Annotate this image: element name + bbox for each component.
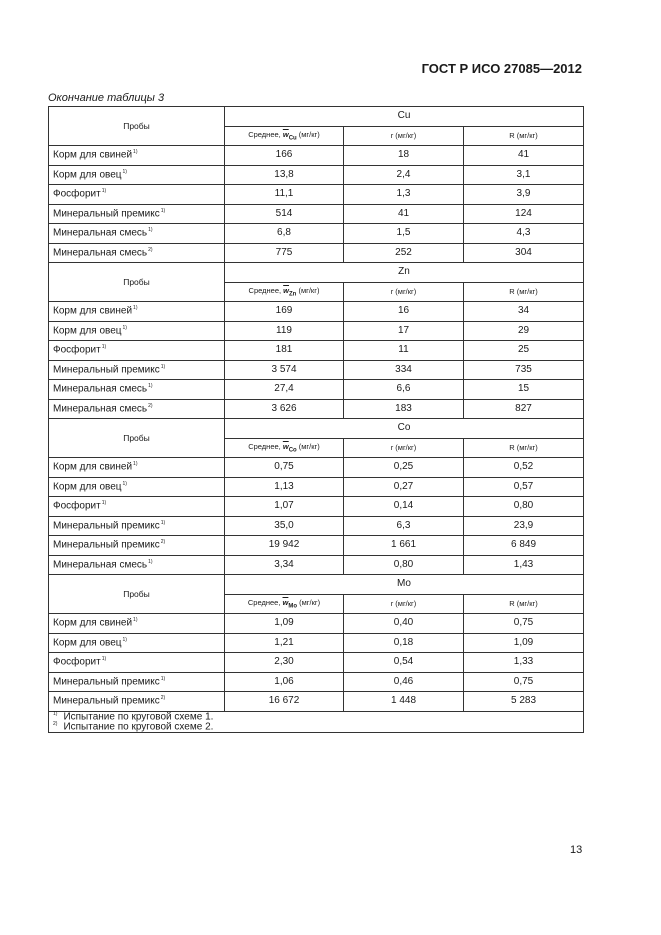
section-header-row (49, 107, 584, 127)
sample-name-cell (49, 380, 225, 400)
mean-value: 119 (225, 321, 344, 341)
mean-label: Среднее, (248, 285, 282, 295)
mean-value: 3,34 (225, 555, 344, 575)
mean-value: 169 (225, 302, 344, 322)
mean-unit: (мг/кг) (298, 129, 320, 139)
table-row (49, 672, 584, 692)
sample-name: Минеральный премикс (53, 675, 160, 687)
sample-name-cell (49, 185, 225, 205)
sample-name: Минеральный премикс (53, 539, 160, 551)
footnote-mark: 1) (133, 305, 138, 312)
mean-symbol-subscript: Cu (288, 135, 297, 141)
mean-symbol-subscript: Mo (288, 603, 298, 609)
table-caption: Окончание таблицы 3 (48, 92, 165, 104)
sample-name-cell (49, 497, 225, 517)
mean-value: 11,1 (225, 185, 344, 205)
r-value: 1,3 (344, 185, 464, 205)
table-row (49, 146, 584, 166)
probes-header: Пробы (49, 575, 225, 614)
sample-name-cell (49, 653, 225, 673)
footnote-mark: 2) (148, 246, 153, 253)
footnote-mark: 1) (101, 500, 107, 507)
R-value: 15 (464, 380, 584, 400)
mean-value: 1,07 (225, 497, 344, 517)
sample-name: Минеральная смесь (53, 227, 148, 239)
footnote-mark: 1) (122, 324, 127, 331)
mean-value: 1,09 (225, 614, 344, 634)
sample-name-cell (49, 614, 225, 634)
mean-value: 19 942 (225, 536, 344, 556)
probes-header: Пробы (49, 263, 225, 302)
table-row (49, 185, 584, 205)
footnote-mark: 1) (133, 617, 138, 624)
footnote-mark: 1) (160, 363, 166, 370)
element-header: Co (225, 419, 584, 439)
R-value: 23,9 (464, 516, 584, 536)
mean-value: 3 574 (225, 360, 344, 380)
element-header: Cu (225, 107, 584, 127)
sample-name-cell (49, 399, 225, 419)
r-column-header: r (мг/кг) (344, 594, 464, 614)
sample-name-cell (49, 477, 225, 497)
mean-symbol: $\overline{w}$ (282, 597, 289, 607)
sample-name: Минеральная смесь (53, 558, 148, 570)
R-column-header: R (мг/кг) (464, 594, 584, 614)
element-header: Mo (225, 575, 584, 595)
R-value: 827 (464, 399, 584, 419)
mean-value: 514 (225, 204, 344, 224)
sample-name-cell (49, 692, 225, 712)
mean-value: 1,06 (225, 672, 344, 692)
R-value: 3,9 (464, 185, 584, 205)
mean-value: 181 (225, 341, 344, 361)
sample-name-cell (49, 458, 225, 478)
mean-symbol: $\overline{w}$ (282, 129, 289, 139)
mean-label: Среднее, (248, 441, 281, 451)
footnote-mark: 1) (122, 168, 127, 175)
r-value: 1 448 (344, 692, 464, 712)
r-value: 0,27 (344, 477, 464, 497)
sample-name: Корм для свиней (53, 617, 133, 629)
mean-column-header (225, 438, 344, 458)
footnote-mark: 1) (101, 344, 107, 351)
R-value: 304 (464, 243, 584, 263)
r-value: 0,18 (344, 633, 464, 653)
mean-value: 6,8 (225, 224, 344, 244)
sample-name: Минеральный премикс (53, 695, 160, 707)
R-value: 0,57 (464, 477, 584, 497)
table-row (49, 321, 584, 341)
r-value: 11 (344, 341, 464, 361)
footnote-mark: 1) (148, 383, 153, 390)
r-value: 0,46 (344, 672, 464, 692)
table-row (49, 692, 584, 712)
r-value: 0,14 (344, 497, 464, 517)
R-value: 41 (464, 146, 584, 166)
r-value: 0,54 (344, 653, 464, 673)
table-row (49, 516, 584, 536)
footnote-mark: 1) (160, 207, 166, 214)
mean-value: 3 626 (225, 399, 344, 419)
r-value: 16 (344, 302, 464, 322)
sample-name: Фосфорит (53, 344, 101, 356)
sample-name: Корм для свиней (53, 461, 133, 473)
sample-name-cell (49, 555, 225, 575)
r-value: 0,80 (344, 555, 464, 575)
mean-symbol-subscript: Co (288, 447, 297, 453)
R-value: 124 (464, 204, 584, 224)
R-column-header: R (мг/кг) (464, 282, 584, 302)
r-value: 18 (344, 146, 464, 166)
r-value: 0,25 (344, 458, 464, 478)
sample-name-cell (49, 321, 225, 341)
mean-value: 13,8 (225, 165, 344, 185)
footnote-mark: 1) (133, 149, 138, 156)
R-value: 5 283 (464, 692, 584, 712)
mean-value: 0,75 (225, 458, 344, 478)
footnote-mark: 1) (148, 227, 153, 234)
mean-value: 2,30 (225, 653, 344, 673)
table-row (49, 204, 584, 224)
sample-name: Корм для овец (53, 324, 122, 336)
r-value: 17 (344, 321, 464, 341)
R-value: 4,3 (464, 224, 584, 244)
R-value: 0,80 (464, 497, 584, 517)
footnote-mark: 1) (148, 558, 153, 565)
mean-column-header (225, 594, 344, 614)
table-row (49, 165, 584, 185)
table-row (49, 555, 584, 575)
table-row (49, 302, 584, 322)
footnote-mark: 1) (101, 188, 107, 195)
table-row (49, 360, 584, 380)
R-value: 1,43 (464, 555, 584, 575)
probes-header: Пробы (49, 107, 225, 146)
table-row (49, 653, 584, 673)
mean-value: 166 (225, 146, 344, 166)
probes-header: Пробы (49, 419, 225, 458)
footnote-mark: 1) (133, 461, 138, 468)
footnote-2: $^{2)}$ Испытание по круговой схеме 2. (53, 720, 214, 733)
r-value: 6,3 (344, 516, 464, 536)
table-row (49, 633, 584, 653)
sample-name: Минеральная смесь (53, 383, 148, 395)
footnote-mark: 1) (122, 636, 127, 643)
R-value: 3,1 (464, 165, 584, 185)
table-row (49, 243, 584, 263)
sample-name: Фосфорит (53, 500, 101, 512)
mean-value: 1,21 (225, 633, 344, 653)
mean-column-header (225, 126, 344, 146)
sample-name-cell (49, 672, 225, 692)
R-value: 25 (464, 341, 584, 361)
mean-unit: (мг/кг) (299, 597, 321, 607)
footnote-mark: 2) (160, 695, 166, 702)
mean-symbol: $\overline{w}$ (282, 441, 289, 451)
sample-name: Минеральная смесь (53, 402, 148, 414)
table-row (49, 477, 584, 497)
mean-value: 35,0 (225, 516, 344, 536)
sample-name-cell (49, 516, 225, 536)
sample-name-cell (49, 165, 225, 185)
table-row (49, 458, 584, 478)
sample-name-cell (49, 633, 225, 653)
mean-unit: (мг/кг) (298, 285, 320, 295)
footnote-mark: 2) (148, 402, 153, 409)
r-column-header: r (мг/кг) (344, 438, 464, 458)
sample-name-cell (49, 536, 225, 556)
mean-symbol: $\overline{w}$ (283, 285, 290, 295)
r-value: 1,5 (344, 224, 464, 244)
footnotes (49, 711, 584, 733)
footnote-mark: 1) (160, 519, 166, 526)
R-value: 1,33 (464, 653, 584, 673)
sample-name-cell (49, 146, 225, 166)
R-value: 0,75 (464, 672, 584, 692)
R-value: 0,52 (464, 458, 584, 478)
sample-name: Минеральный премикс (53, 519, 160, 531)
sample-name: Корм для овец (53, 636, 122, 648)
results-table (48, 106, 584, 733)
table-row (49, 497, 584, 517)
R-value: 6 849 (464, 536, 584, 556)
R-value: 0,75 (464, 614, 584, 634)
R-value: 34 (464, 302, 584, 322)
sample-name-cell (49, 204, 225, 224)
R-value: 29 (464, 321, 584, 341)
mean-unit: (мг/кг) (298, 441, 320, 451)
r-value: 334 (344, 360, 464, 380)
sample-name: Корм для свиней (53, 305, 133, 317)
sample-name: Корм для овец (53, 168, 122, 180)
sample-name: Фосфорит (53, 656, 101, 668)
section-header-row (49, 575, 584, 595)
r-column-header: r (мг/кг) (344, 282, 464, 302)
footnote-mark: 2) (160, 539, 166, 546)
sample-name: Минеральная смесь (53, 246, 148, 258)
r-column-header: r (мг/кг) (344, 126, 464, 146)
section-header-row (49, 419, 584, 439)
r-value: 6,6 (344, 380, 464, 400)
mean-column-header (225, 282, 344, 302)
sample-name-cell (49, 243, 225, 263)
sample-name-cell (49, 302, 225, 322)
mean-value: 1,13 (225, 477, 344, 497)
table-row (49, 341, 584, 361)
document-header: ГОСТ Р ИСО 27085—2012 (421, 61, 582, 76)
element-header: Zn (225, 263, 584, 283)
sample-name-cell (49, 341, 225, 361)
sample-name-cell (49, 360, 225, 380)
mean-label: Среднее, (247, 597, 281, 607)
R-value: 735 (464, 360, 584, 380)
table-row (49, 399, 584, 419)
sample-name: Минеральный премикс (53, 363, 160, 375)
footnote-1: $^{1)}$ Испытание по круговой схеме 1. (53, 710, 214, 722)
R-column-header: R (мг/кг) (464, 438, 584, 458)
table-row (49, 536, 584, 556)
r-value: 183 (344, 399, 464, 419)
footnote-mark: 1) (101, 656, 107, 663)
r-value: 0,40 (344, 614, 464, 634)
sample-name: Минеральный премикс (53, 207, 160, 219)
footnote-mark: 1) (122, 480, 127, 487)
sample-name: Корм для овец (53, 480, 122, 492)
table-row (49, 380, 584, 400)
sample-name: Фосфорит (53, 188, 101, 200)
table-row (49, 224, 584, 244)
r-value: 252 (344, 243, 464, 263)
r-value: 1 661 (344, 536, 464, 556)
mean-value: 27,4 (225, 380, 344, 400)
R-column-header: R (мг/кг) (464, 126, 584, 146)
R-value: 1,09 (464, 633, 584, 653)
mean-value: 775 (225, 243, 344, 263)
page-number: 13 (570, 844, 583, 856)
mean-symbol-subscript: Zn (289, 291, 297, 297)
table-row (49, 614, 584, 634)
section-header-row (49, 263, 584, 283)
r-value: 41 (344, 204, 464, 224)
footnote-mark: 1) (160, 675, 166, 682)
r-value: 2,4 (344, 165, 464, 185)
sample-name: Корм для свиней (53, 149, 133, 161)
mean-value: 16 672 (225, 692, 344, 712)
sample-name-cell (49, 224, 225, 244)
mean-label: Среднее, (248, 129, 281, 139)
